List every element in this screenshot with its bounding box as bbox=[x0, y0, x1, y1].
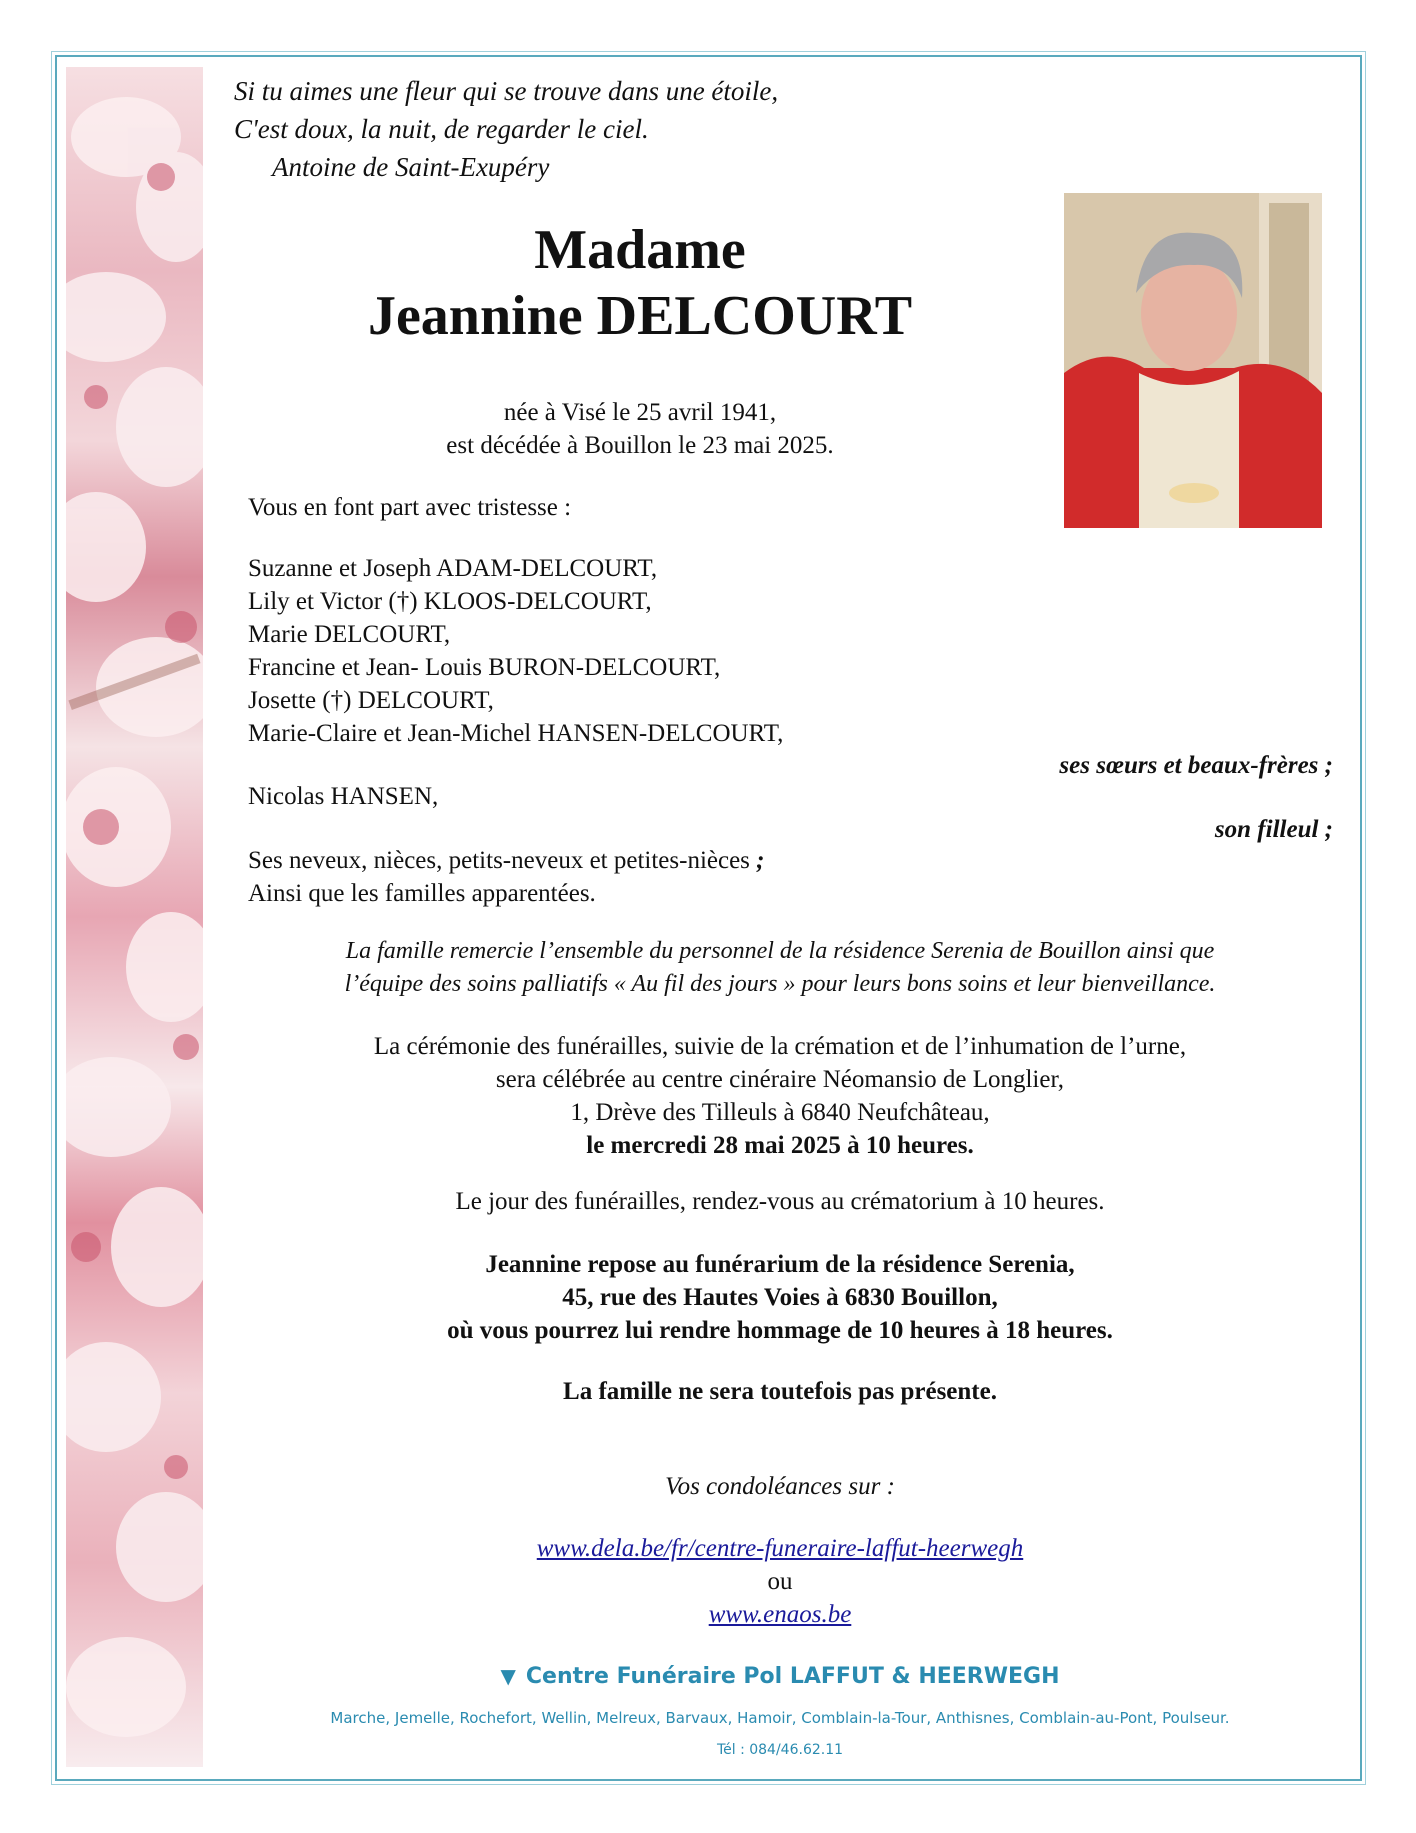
portrait-photo bbox=[1064, 193, 1322, 528]
thanks-line-1: La famille remercie l’ensemble du personnel de la résidence Serenia de Bouillon ainsi que bbox=[345, 938, 1215, 964]
thanks-block bbox=[200, 935, 1360, 1001]
ceremony-block bbox=[200, 1030, 1360, 1162]
sibling-line-3: Marie DELCOURT, bbox=[248, 621, 451, 648]
condolences-links bbox=[200, 1532, 1360, 1631]
ceremony-date: le mercredi 28 mai 2025 à 10 heures. bbox=[586, 1132, 974, 1159]
death-line: est décédée à Bouillon le 23 mai 2025. bbox=[446, 432, 834, 459]
godson-line: Nicolas HANSEN, bbox=[248, 783, 439, 810]
cherry-blossom-strip bbox=[66, 67, 203, 1767]
title-name: Jeannine DELCOURT bbox=[367, 285, 913, 347]
thanks-line-2: l’équipe des soins palliatifs « Au fil des jours » pour leurs bons soins et leur bienveillance. bbox=[344, 971, 1216, 997]
rest-line-1: Jeannine repose au funérarium de la résidence Serenia, bbox=[485, 1251, 1075, 1278]
sibling-line-1: Suzanne et Joseph ADAM-DELCOURT, bbox=[248, 555, 658, 582]
relatives-line-1 bbox=[248, 847, 764, 875]
epigraph-quote bbox=[234, 72, 778, 186]
or-text: ou bbox=[767, 1568, 793, 1595]
title-honorific: Madame bbox=[534, 219, 746, 281]
siblings-role: ses sœurs et beaux-frères ; bbox=[1059, 752, 1333, 779]
funeral-home-locations: Marche, Jemelle, Rochefort, Wellin, Melreux, Barvaux, Hamoir, Comblain-la-Tour, Anthisnes, Comblain-au-Pont, Poulseur. bbox=[330, 1709, 1230, 1727]
relatives-line-2: Ainsi que les familles apparentées. bbox=[248, 880, 596, 907]
sibling-line-4: Francine et Jean- Louis BURON-DELCOURT, bbox=[248, 654, 721, 681]
triangle-down-icon: ▼ bbox=[500, 1664, 516, 1688]
ceremony-line-1: La cérémonie des funérailles, suivie de la crémation et de l’inhumation de l’urne, bbox=[373, 1033, 1187, 1060]
meeting-line: Le jour des funérailles, rendez-vous au crématorium à 10 heures. bbox=[455, 1188, 1105, 1215]
intro-line: Vous en font part avec tristesse : bbox=[248, 494, 572, 521]
birth-line: née à Visé le 25 avril 1941, bbox=[503, 399, 777, 426]
funeral-home-label: Centre Funéraire Pol LAFFUT & HEERWEGH bbox=[525, 1664, 1060, 1689]
sibling-line-2: Lily et Victor (†) KLOOS-DELCOURT, bbox=[248, 588, 652, 615]
ceremony-line-3: 1, Drève des Tilleuls à 6840 Neufchâteau, bbox=[570, 1099, 990, 1126]
quote-author: Antoine de Saint-Exupéry bbox=[272, 152, 550, 182]
rest-line-2: 45, rue des Hautes Voies à 6830 Bouillon, bbox=[562, 1284, 998, 1311]
funeral-home-phone: Tél : 084/46.62.11 bbox=[716, 1742, 844, 1758]
relatives-text: Ses neveux, nièces, petits-neveux et petites-nièces bbox=[248, 847, 757, 874]
dela-link[interactable]: www.dela.be/fr/centre-funeraire-laffut-heerwegh bbox=[536, 1535, 1024, 1562]
birth-death-block bbox=[330, 396, 950, 462]
quote-line-1: Si tu aimes une fleur qui se trouve dans une étoile, bbox=[234, 76, 779, 106]
rest-block bbox=[200, 1248, 1360, 1347]
sibling-line-6: Marie-Claire et Jean-Michel HANSEN-DELCOURT, bbox=[248, 720, 784, 747]
sibling-line-5: Josette (†) DELCOURT, bbox=[248, 687, 494, 714]
enaos-link[interactable]: www.enaos.be bbox=[708, 1601, 852, 1628]
absence-line: La famille ne sera toutefois pas présente. bbox=[563, 1378, 997, 1405]
relatives-semicolon: ; bbox=[756, 847, 765, 874]
godson-role: son filleul ; bbox=[1214, 816, 1333, 843]
condolences-label: Vos condoléances sur : bbox=[665, 1473, 895, 1500]
quote-line-2: C'est doux, la nuit, de regarder le ciel. bbox=[234, 114, 649, 144]
funeral-home-name bbox=[200, 1664, 1360, 1689]
rest-line-3: où vous pourrez lui rendre hommage de 10 heures à 18 heures. bbox=[447, 1317, 1113, 1344]
ceremony-line-2: sera célébrée au centre cinéraire Néomansio de Longlier, bbox=[495, 1066, 1065, 1093]
